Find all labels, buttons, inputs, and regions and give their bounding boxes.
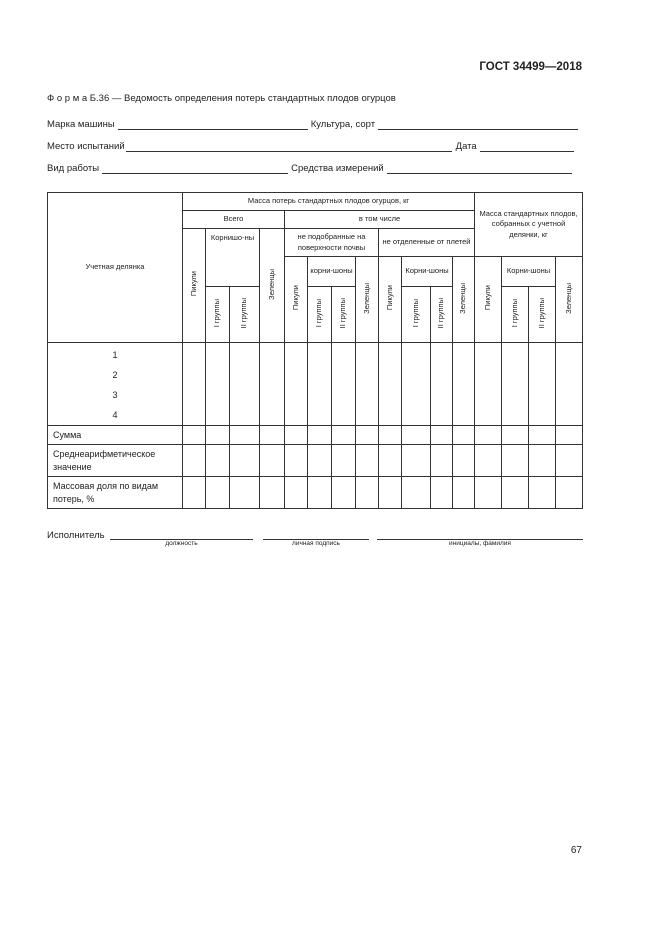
- kornishony-header: корни-шоны: [308, 257, 356, 287]
- collected-header: Масса стандартных плодов, собранных с учетной делянки, кг: [475, 193, 583, 257]
- zelentsy-header: Зеленцы: [260, 229, 285, 343]
- machine-field[interactable]: [118, 118, 308, 130]
- group1-header: I группы: [206, 287, 230, 343]
- date-field[interactable]: [480, 140, 574, 152]
- group2-header: II группы: [529, 287, 556, 343]
- culture-field[interactable]: [378, 118, 578, 130]
- group1-header: I группы: [502, 287, 529, 343]
- initials-caption: инициалы, фамилия: [449, 540, 511, 547]
- executor-label: Исполнитель: [47, 530, 105, 541]
- machine-label: Марка машины: [47, 119, 115, 130]
- pikuli-header: Пикули: [183, 229, 206, 343]
- position-caption: должность: [165, 540, 198, 547]
- zelentsy-header: Зеленцы: [453, 257, 475, 343]
- plot-header: Учетная делянка: [48, 193, 183, 343]
- place-field[interactable]: [126, 140, 452, 152]
- pikuli-header: Пикули: [379, 257, 402, 343]
- pikuli-header: Пикули: [475, 257, 502, 343]
- field-row-1: [47, 118, 578, 130]
- form-title: Ф о р м а Б.36 — Ведомость определения потерь стандартных плодов огурцов: [47, 93, 396, 104]
- group2-header: II группы: [431, 287, 453, 343]
- date-label: Дата: [455, 141, 477, 152]
- zelentsy-header: Зеленцы: [356, 257, 379, 343]
- sum-label: Сумма: [48, 426, 183, 445]
- place-label: Место испытаний: [47, 141, 125, 152]
- tools-label: Средства измерений: [291, 163, 384, 174]
- table-row: [48, 426, 583, 445]
- table-row: [48, 477, 583, 509]
- mean-label: Среднеарифметическое значение: [48, 445, 183, 477]
- field-row-2: [47, 140, 574, 152]
- kornishony-header: Корни-шоны: [502, 257, 556, 287]
- plot-numbers: 1 2 3 4: [48, 343, 183, 426]
- including-header: в том числе: [285, 211, 475, 229]
- page-number: 67: [570, 845, 582, 856]
- work-field[interactable]: [102, 162, 288, 174]
- group1-header: I группы: [308, 287, 332, 343]
- group2-header: II группы: [230, 287, 260, 343]
- group1-header: I группы: [402, 287, 431, 343]
- loss-header: Масса потерь стандартных плодов огурцов, кг: [183, 193, 475, 211]
- standard-number: ГОСТ 34499—2018: [479, 61, 582, 73]
- zelentsy-header: Зеленцы: [556, 257, 583, 343]
- loss-table: [47, 192, 583, 509]
- table-row: [48, 445, 583, 477]
- kornishony-header: Корни-шоны: [402, 257, 453, 287]
- pikuli-header: Пикули: [285, 257, 308, 343]
- kornishony-header: Корнишо-ны: [206, 229, 260, 287]
- not-picked-header: не подобранные на поверхности почвы: [285, 229, 379, 257]
- work-label: Вид работы: [47, 163, 100, 174]
- share-label: Массовая доля по видам потерь, %: [48, 477, 183, 509]
- total-header: Всего: [183, 211, 285, 229]
- table-row: [48, 343, 583, 426]
- tools-field[interactable]: [387, 162, 572, 174]
- culture-label: Культура, сорт: [310, 119, 376, 130]
- signature-caption: личная подпись: [292, 540, 340, 547]
- field-row-3: [47, 162, 572, 174]
- group2-header: II группы: [332, 287, 356, 343]
- not-separated-header: не отделенные от плетей: [379, 229, 475, 257]
